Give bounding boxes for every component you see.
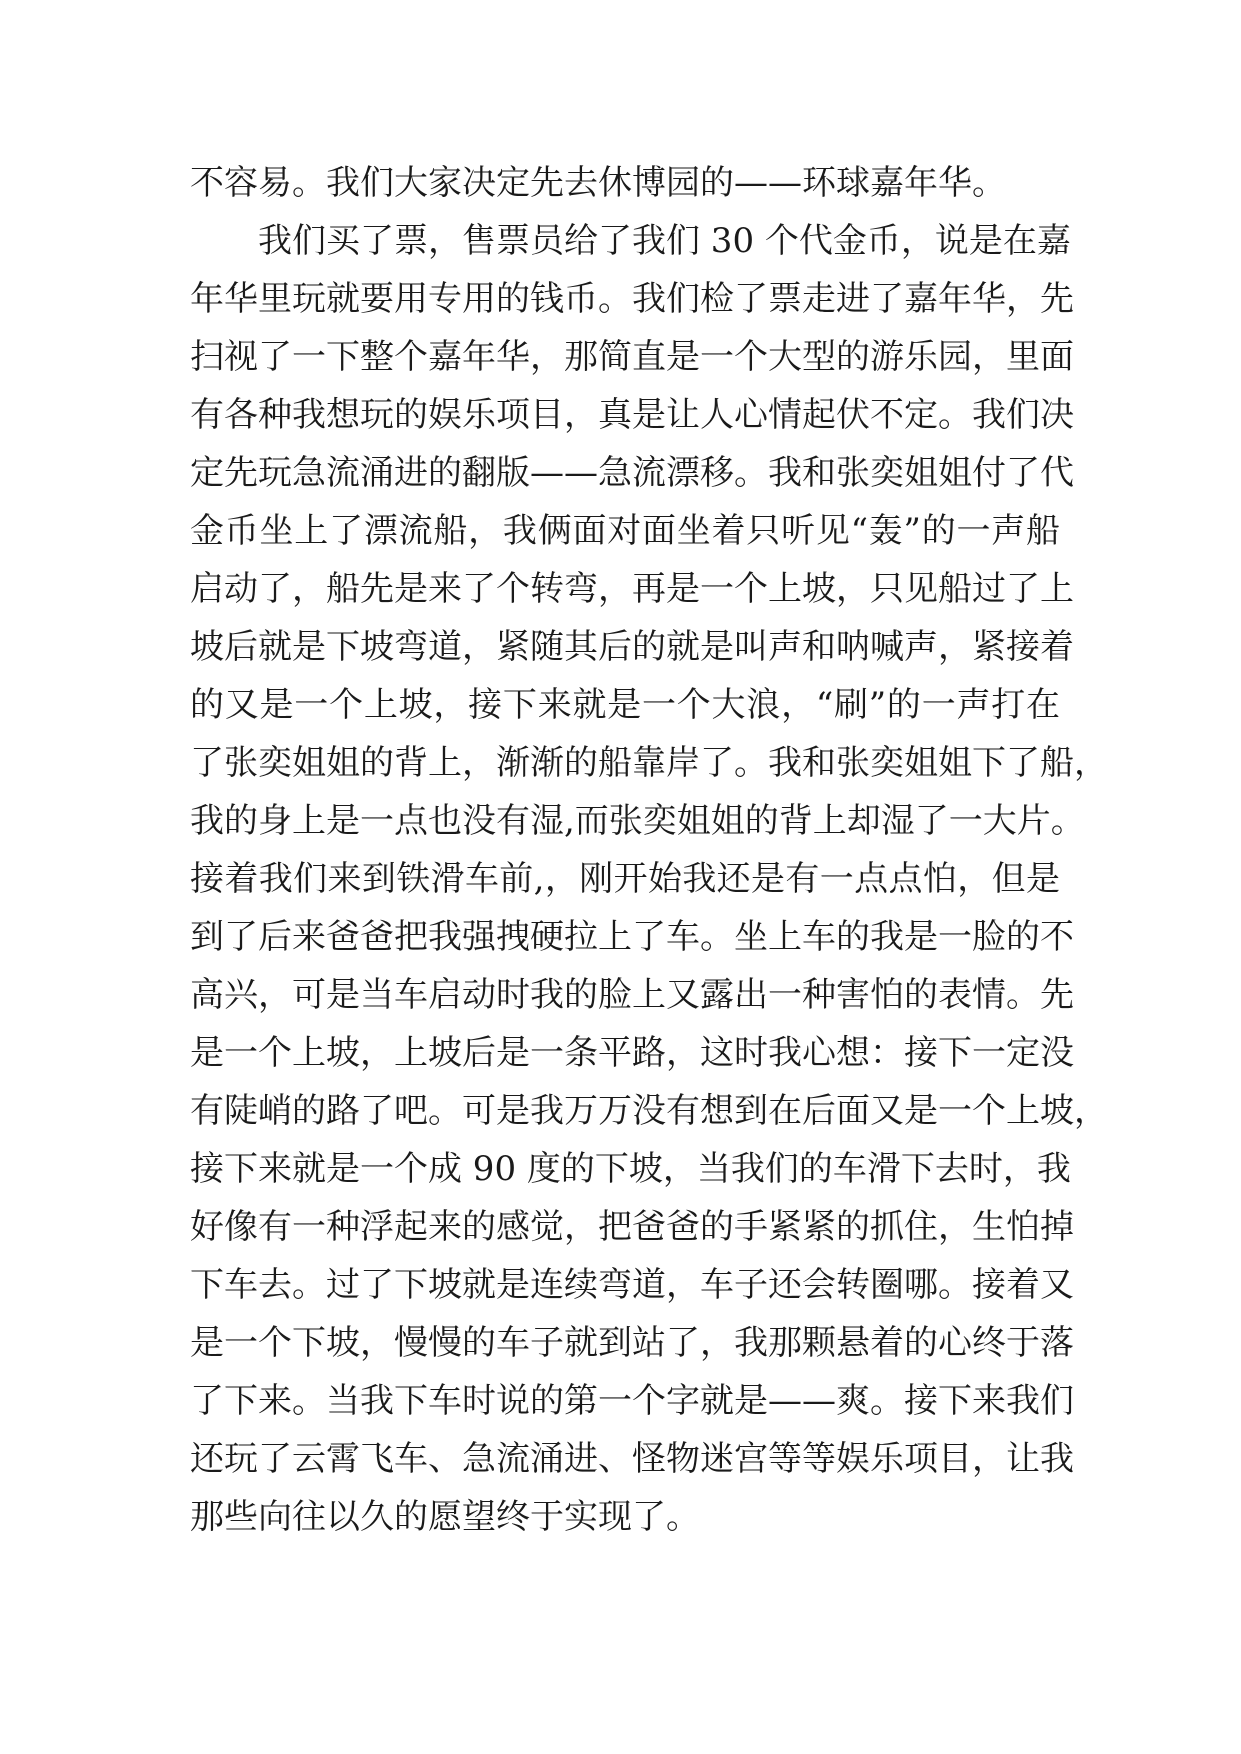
text-line: 的又是一个上坡，接下来就是一个大浪，“刷”的一声打在 (190, 685, 1060, 725)
text-line: 高兴，可是当车启动时我的脸上又露出一种害怕的表情。先 (190, 975, 1074, 1015)
text-line: 接着我们来到铁滑车前,，刚开始我还是有一点点怕，但是 (190, 859, 1060, 899)
text-line: 年华里玩就要用专用的钱币。我们检了票走进了嘉年华，先 (190, 279, 1074, 319)
text-line: 是一个下坡，慢慢的车子就到站了，我那颗悬着的心终于落 (190, 1323, 1074, 1363)
text-line: 扫视了一下整个嘉年华，那简直是一个大型的游乐园，里面 (190, 337, 1074, 377)
text-line: 我的身上是一点也没有湿,而张奕姐姐的背上却湿了一大片。 (190, 801, 1085, 841)
text-line: 不容易。我们大家决定先去休博园的——环球嘉年华。 (190, 163, 1006, 203)
text-line: 有各种我想玩的娱乐项目，真是让人心情起伏不定。我们决 (190, 395, 1074, 435)
text-line: 接下来就是一个成 90 度的下坡，当我们的车滑下去时，我 (190, 1149, 1071, 1189)
text-line: 好像有一种浮起来的感觉，把爸爸的手紧紧的抓住，生怕掉 (190, 1207, 1074, 1247)
body-text (190, 154, 1108, 1546)
text-line: 了下来。当我下车时说的第一个字就是——爽。接下来我们 (190, 1381, 1074, 1421)
text-line: 是一个上坡，上坡后是一条平路，这时我心想：接下一定没 (190, 1033, 1074, 1073)
text-line: 有陡峭的路了吧。可是我万万没有想到在后面又是一个上坡， (190, 1091, 1108, 1131)
text-line: 我们买了票，售票员给了我们 30 个代金币，说是在嘉 (258, 221, 1071, 261)
text-line: 金币坐上了漂流船，我俩面对面坐着只听见“轰”的一声船 (190, 511, 1060, 551)
text-line: 启动了，船先是来了个转弯，再是一个上坡，只见船过了上 (190, 569, 1074, 609)
text-line: 下车去。过了下坡就是连续弯道，车子还会转圈哪。接着又 (190, 1265, 1074, 1305)
text-line: 了张奕姐姐的背上，渐渐的船靠岸了。我和张奕姐姐下了船， (190, 743, 1108, 783)
text-line: 到了后来爸爸把我强拽硬拉上了车。坐上车的我是一脸的不 (190, 917, 1074, 957)
text-line: 还玩了云霄飞车、急流涌进、怪物迷宫等等娱乐项目，让我 (190, 1439, 1074, 1479)
text-line: 定先玩急流涌进的翻版——急流漂移。我和张奕姐姐付了代 (190, 453, 1074, 493)
text-line: 那些向往以久的愿望终于实现了。 (190, 1497, 700, 1537)
text-line: 坡后就是下坡弯道，紧随其后的就是叫声和呐喊声，紧接着 (190, 627, 1074, 667)
